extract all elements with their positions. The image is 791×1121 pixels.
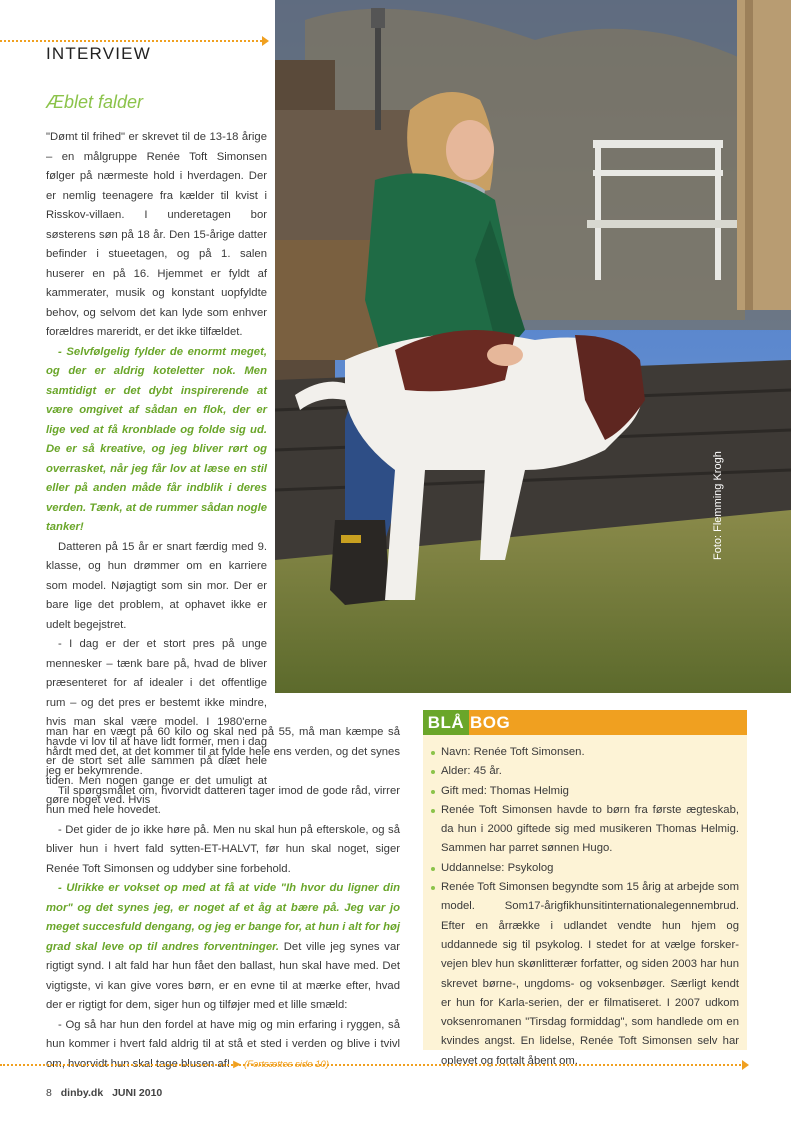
photo-credit: Foto: Flemming Krogh xyxy=(712,451,724,560)
paragraph-text: - Og så har hun den fordel at have mig og min erfaring i ryggen, så hun kommer i hvert fald aldrig til at stå et sted i verden og blive i tvivl om, hvorvidt hun skal tage blusen af! xyxy=(46,1018,400,1070)
paragraph-text: Det ville jeg synes var rigtigt synd. I alt fald har hun fået den ballast, hun skal have med. Det vigtigste, vi kan give vores børn, er en evne til at mærke efter, hvad der er rigtigt for dem, siger hun og tilføjer med et lille smæld: xyxy=(46,940,400,1011)
article-narrow-column xyxy=(46,128,267,811)
bio-item: Uddannelse: Psykolog xyxy=(429,859,739,878)
bottom-rule-arrow-icon xyxy=(742,1060,749,1070)
article-wide-column xyxy=(46,723,400,1074)
paragraph xyxy=(46,821,400,880)
photo-woman-with-dog xyxy=(275,0,791,693)
quote-paragraph xyxy=(46,879,400,1016)
paragraph xyxy=(46,782,400,821)
bio-item: Gift med: Thomas Helmig xyxy=(429,782,739,801)
paragraph xyxy=(46,538,267,636)
continue-arrow-icon: ▶ xyxy=(233,1058,241,1070)
bio-item: Renée Toft Simonsen begyndte som 15 årig at arbejde som model. Som17-årigfikhunsitinternationalegennembrud. Efter en årrække i udlandet vendte hun hjem og uddannede sig til psykolog. I stedet for at vælge forsker-vejen blev hun skønlitterær forfatter, og siden 2003 har hun skrevet børne-, ungdoms- og voksenbøger. Særligt kendt er hun for Karla-serien, der er filmatiseret. I 2007 udkom voksenromanen "Tirsdag formiddag", som handlede om en kvindes angst. En lidelse, Renée Toft Simonsen selv har oplevet og fortalt åbent om. xyxy=(429,878,739,1071)
top-dotted-rule xyxy=(0,40,262,42)
bio-header-left: BLÅ xyxy=(423,710,469,735)
bio-box xyxy=(423,710,747,1067)
quote-text: - Ulrikke er vokset op med at få at vide "Ih hvor du ligner din mor" og det synes jeg, er noget af et åg at bære på. Jeg var jo meget succesfuld dengang, og jeg er bange for, at hun i alt for høj grad skal leve op til andres forventninger. xyxy=(46,882,401,953)
bio-box-header xyxy=(423,710,747,735)
quote-text: - Selvfølgelig fylder de enormt meget, og der er aldrig koteletter nok. Men samtidigt er det dybt inspirerende at være omgivet af sådan en flok, der er lige ved at få kronblade og folde sig ud. De er så kreative, og jeg bliver rørt og overrasket, når jeg får lov at læse en stil eller på anden måde får indblik i deres verden. Tænk, at de rummer sådan nogle tanker! xyxy=(46,345,267,533)
paragraph-text: - I dag er der et stort pres på unge mennesker – tænk bare på, hvad de bliver præsenteret for af idealer i det offentlige rum – og det pres er bestemt ikke mindre, hvis man skal være model. I 1980'erne havde vi lov til at have lidt former, men i dag er de stort set alle sammen på diæt hele tiden. Men nogen gange er det umuligt at gøre noget ved. Hvis xyxy=(46,638,267,806)
paragraph-text: Til spørgsmålet om, hvorvidt datteren tager imod de gode råd, virrer hun med hele hovedet. xyxy=(46,784,400,816)
section-label: INTERVIEW xyxy=(46,44,151,63)
bio-list xyxy=(429,743,739,1071)
quote-paragraph xyxy=(46,343,267,538)
paragraph-text: "Dømt til frihed" er skrevet til de 13-18 årige – en målgruppe Renée Toft Simonsen følger på nærmeste hold i hverdagen. Der er nemlig teenagere fra kælder til kvist i Risskov-villaen. I underetagen bor søsterens søn på 18 år. Den 15-årige datter befinder i stueetagen, og på 1. salen huserer en på 16. Hjemmet er fyldt af kammerater, musik og konstant uopfyldte behov, og selvom det kan lyde som enhver forældres mareridt, er det ikke tilfældet. xyxy=(46,131,267,338)
bio-header-right: BOG xyxy=(470,713,511,732)
page-number: 8 xyxy=(46,1087,52,1099)
page-footer xyxy=(46,1087,168,1099)
bio-item: Renée Toft Simonsen havde to børn fra første ægteskab, da hun i 2000 giftede sig med musikeren Thomas Helmig. Sammen har parret sønnen Hugo. xyxy=(429,801,739,859)
continued-note: (Fortsættes side 10) xyxy=(243,1058,329,1070)
paragraph xyxy=(46,128,267,343)
paragraph-text: - Det gider de jo ikke høre på. Men nu skal hun på efterskole, og så bliver hun i hvert fald sytten-ET-HALVT, før hun skal noget, siger Renée Toft Simonsen og uddyber sine forbehold. xyxy=(46,823,400,875)
top-rule-arrow-icon xyxy=(262,36,269,46)
bottom-dotted-rule xyxy=(0,1064,741,1066)
paragraph-text: Datteren på 15 år er snart færdig med 9. klasse, og hun drømmer om en karriere som model. Nøjagtigt som sin mor. Der er bare lige det problem, at ophavet ikke er udelt begejstret. xyxy=(46,540,267,631)
footer-site: dinby.dk xyxy=(60,1087,104,1099)
article-photo xyxy=(275,0,791,693)
bio-item: Navn: Renée Toft Simonsen. xyxy=(429,743,739,762)
bio-item: Alder: 45 år. xyxy=(429,762,739,781)
paragraph xyxy=(46,723,400,782)
paragraph-text: man har en vægt på 60 kilo og skal ned på 55, må man kæmpe så hårdt med det, at det kommer til at fylde hele ens verden, og det synes jeg er bekymrende. xyxy=(46,726,400,777)
article-title: Æblet falder xyxy=(46,92,144,112)
footer-issue: JUNI 2010 xyxy=(112,1087,163,1099)
